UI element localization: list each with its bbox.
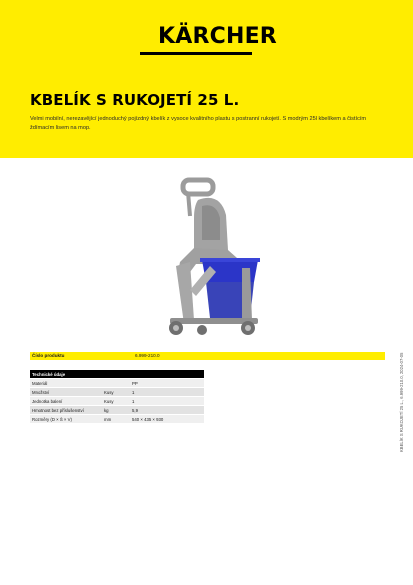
spec-name: Rozměry (D × Š × V) [30,415,102,424]
technical-data-title: Technické údaje [30,370,204,379]
spec-unit: Kusy [102,397,130,406]
product-title: KBELÍK S RUKOJETÍ 25 L. [30,91,240,109]
spec-value: 540 × 435 × 930 [130,415,204,424]
mop-bucket-trolley-image [150,170,260,338]
spec-value: PP [130,379,204,388]
table-row [30,415,204,424]
side-footer-note: KBELÍK S RUKOJETÍ 25 L., 6.999-210.0, 2024-07-05 [399,352,404,452]
spec-unit: mm [102,415,130,424]
table-header [30,370,204,379]
spec-name: Materiál [30,379,102,388]
table-row [30,379,204,388]
table-row [30,406,204,415]
table-row [30,388,204,397]
order-number-label: Číslo produktu [32,353,65,358]
karcher-logo: KÄRCHER [158,24,277,49]
spec-value: 5,9 [130,406,204,415]
spec-value: 1 [130,388,204,397]
order-number-row [30,352,385,360]
table-row [30,397,204,406]
spec-name: Hmotnost bez příslušenství [30,406,102,415]
spec-unit: Kusy [102,388,130,397]
header-banner [0,0,413,158]
spec-name: Množství [30,388,102,397]
spec-value: 1 [130,397,204,406]
order-number-value: 6.999-210.0 [135,353,160,358]
product-description: Velmi mobilní, nerezavějící jednoduchý pojízdný kbelík z vysoce kvalitního plastu s postranní rukojetí. S modrým 25l kbelíkem a čistícím ždímacím lisem na mop. [30,116,367,131]
spec-name: Jednotka balení [30,397,102,406]
spec-unit: kg [102,406,130,415]
technical-data-table [30,370,204,423]
logo-underline [140,52,252,55]
spec-unit [102,379,130,388]
